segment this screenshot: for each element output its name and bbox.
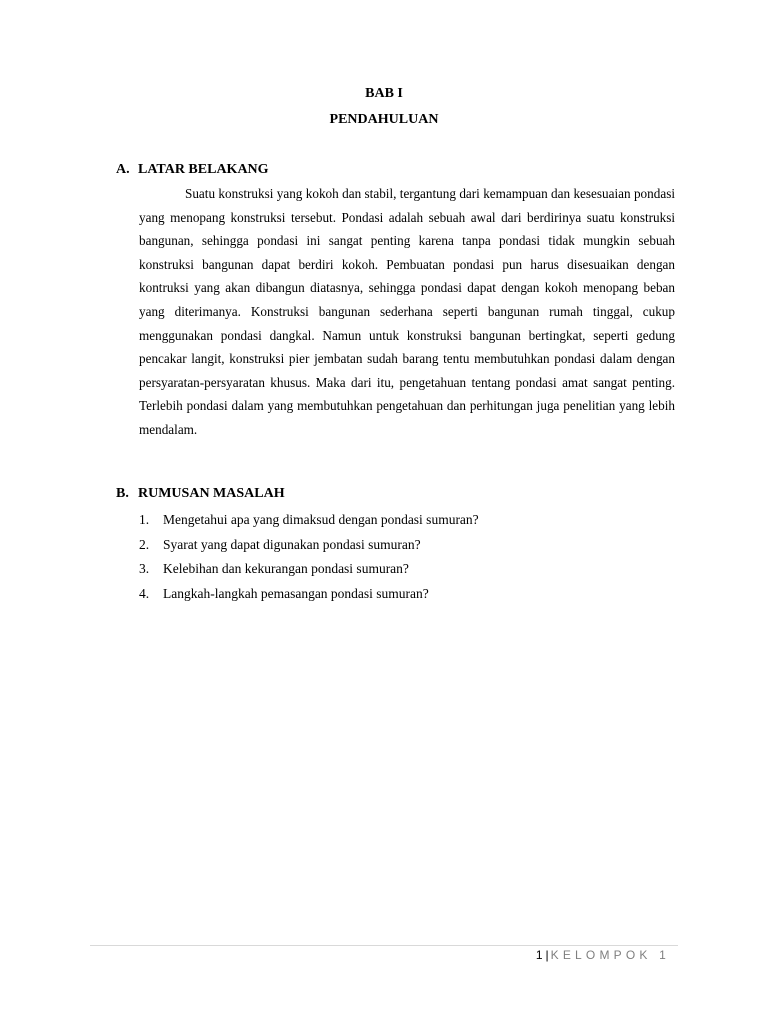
page-footer: [536, 948, 670, 962]
background-paragraph: Suatu konstruksi yang kokoh dan stabil, tergantung dari kemampuan dan kesesuaian pondasi yang menopang konstruksi tersebut. Pondasi adalah sebuah awal dari berdirinya suatu konstruksi bangunan, sehingga pondasi ini sangat penting karena tanpa pondasi tidak mungkin sebuah konstruksi bangunan dapat berdiri kokoh. Pembuatan pondasi pun harus disesuaikan dengan kontruksi yang akan dibangun diatasnya, sehingga pondasi dapat dengan kokoh menopang beban yang diterimanya. Konstruksi bangunan sederhana seperti bangunan rumah tinggal, cukup menggunakan pondasi dangkal. Namun untuk konstruksi bangunan bertingkat, seperti gedung pencakar langit, konstruksi pier jembatan sudah barang tentu membutuhkan pondasi dalam dengan persyaratan-persyaratan khusus. Maka dari itu, pengetahuan tentang pondasi amat sangat penting. Terlebih pondasi dalam yang membutuhkan pengetahuan dan perhitungan juga penelitian yang lebih mendalam.: [139, 186, 675, 437]
footer-separator: |: [545, 948, 549, 962]
chapter-number: BAB I: [365, 86, 403, 101]
section-b-letter: B.: [116, 486, 129, 501]
list-item-number: 2.: [139, 536, 150, 552]
list-item-number: 4.: [139, 585, 150, 601]
list-item-text: Mengetahui apa yang dimaksud dengan pondasi sumuran?: [163, 512, 479, 527]
list-item-text: Langkah-langkah pemasangan pondasi sumuran?: [163, 585, 429, 601]
page-number: 1: [535, 948, 543, 962]
chapter-title: PENDAHULUAN: [329, 112, 439, 127]
footer-group-label: KELOMPOK 1: [550, 948, 670, 962]
list-item-number: 3.: [139, 561, 150, 576]
problem-list: [139, 508, 479, 606]
list-item: [139, 508, 479, 533]
list-item: [139, 582, 479, 607]
list-item: [139, 557, 479, 582]
list-item-text: Kelebihan dan kekurangan pondasi sumuran?: [163, 561, 409, 576]
list-item-number: 1.: [139, 512, 150, 527]
section-a-letter: A.: [116, 162, 130, 177]
section-a-heading: [116, 162, 269, 178]
footer-divider: [90, 945, 678, 946]
list-item: [139, 533, 479, 558]
section-b-title: RUMUSAN MASALAH: [138, 486, 285, 501]
section-a-title: LATAR BELAKANG: [138, 162, 269, 177]
list-item-text: Syarat yang dapat digunakan pondasi sumuran?: [163, 536, 421, 552]
section-b-heading: [116, 486, 285, 502]
